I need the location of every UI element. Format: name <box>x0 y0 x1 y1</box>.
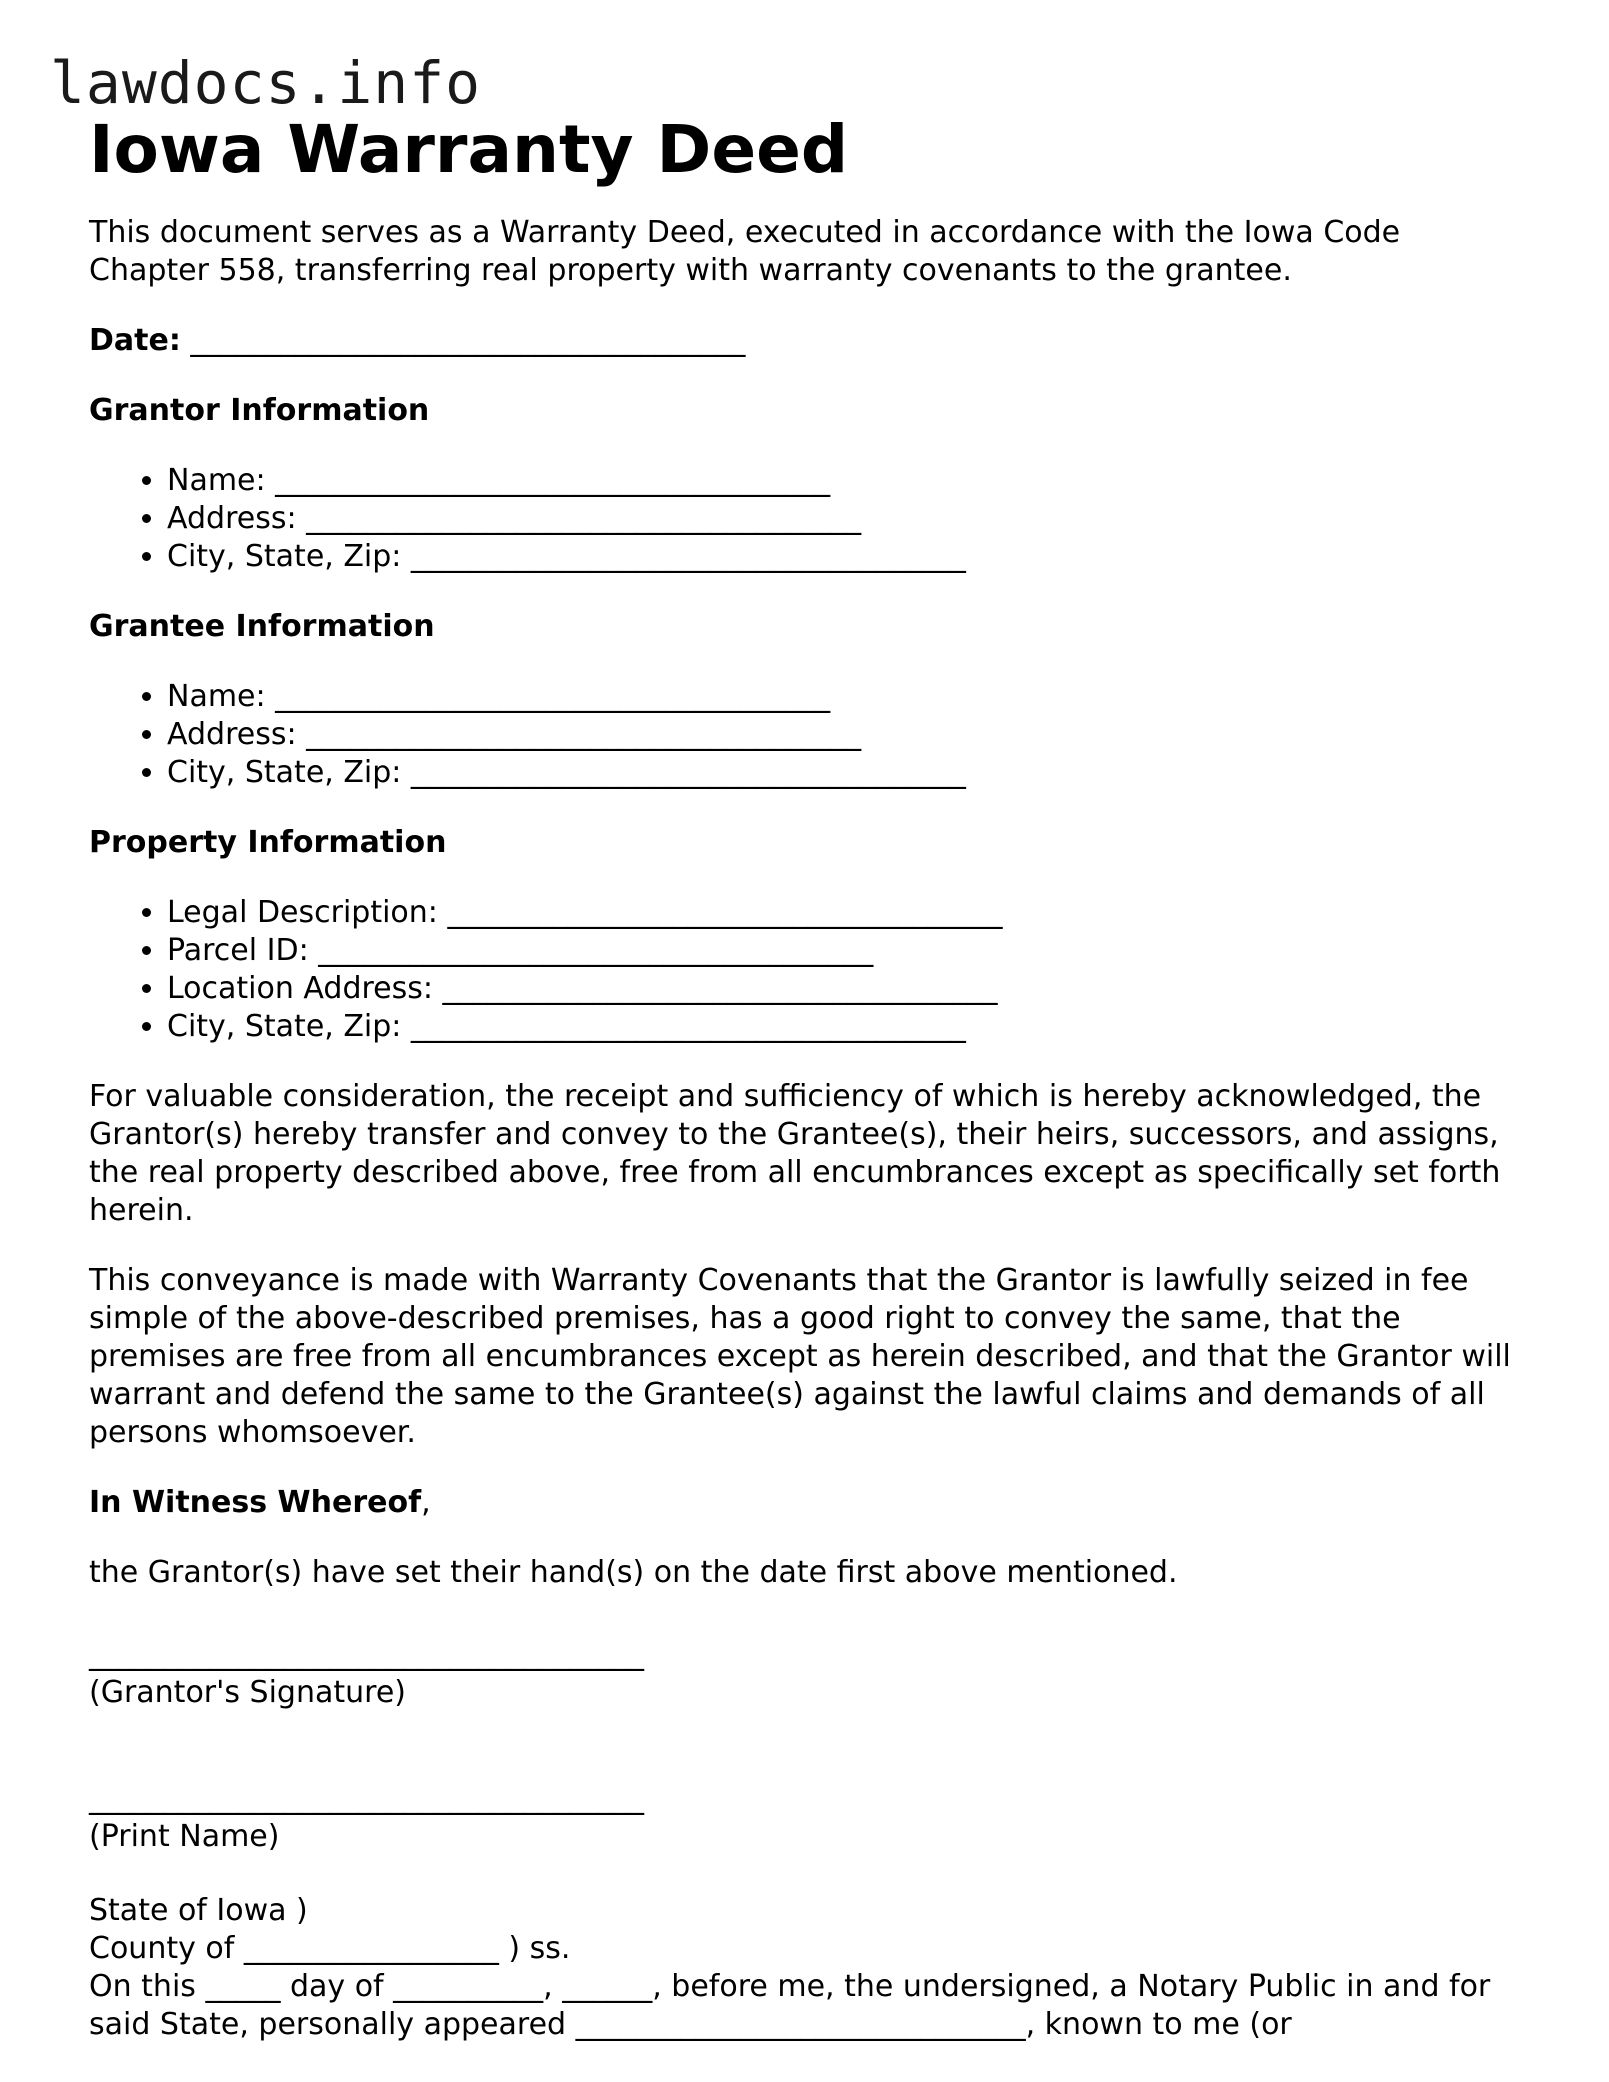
print-name-block <box>89 1780 1529 1856</box>
grantor-heading: Grantor Information <box>89 393 430 428</box>
watermark-logo: lawdocs.info <box>50 49 482 117</box>
notary-block <box>89 1892 1529 2044</box>
date-blank: _____________________________________ <box>180 323 746 358</box>
notary-state-line: State of Iowa ) <box>89 1893 308 1928</box>
property-location-address-field: • Location Address: _____________________________________ <box>167 970 1529 1008</box>
grantor-signature-label: (Grantor's Signature) <box>89 1675 406 1710</box>
set-hands-paragraph: the Grantor(s) have set their hand(s) on the date first above mentioned. <box>89 1555 1178 1590</box>
grantor-signature-line: _____________________________________ <box>89 1637 644 1672</box>
witness-suffix: , <box>421 1485 431 1520</box>
witness-heading <box>89 1484 1529 1522</box>
date-field <box>89 322 1529 360</box>
property-city-field: • City, State, Zip: _____________________________________ <box>167 1008 1529 1046</box>
notary-county-line: County of _________________ ) ss. <box>89 1931 571 1966</box>
covenants-paragraph: This conveyance is made with Warranty Covenants that the Grantor is lawfully seized in fee simple of the above-described premises, has a good right to convey the same, that the premises are free from all encumbrances except as herein described, and that the Grantor will warrant and defend the same to the Grantee(s) against the lawful claims and demands of all persons whomsoever. <box>89 1263 1511 1450</box>
document-title: Iowa Warranty Deed <box>89 111 849 188</box>
grantor-list <box>89 462 1529 576</box>
print-name-line: _____________________________________ <box>89 1781 644 1816</box>
witness-bold: In Witness Whereof <box>89 1485 422 1520</box>
grantor-signature-block <box>89 1636 1529 1712</box>
date-label: Date: <box>89 323 181 358</box>
notary-body: On this _____ day of __________, ______, before me, the undersigned, a Notary Public in and for said State, personally appeared ______________________________, known to me (or <box>89 1969 1491 2042</box>
consideration-paragraph: For valuable consideration, the receipt and sufficiency of which is hereby acknowledged, the Grantor(s) hereby transfer and convey to the Grantee(s), their heirs, successors, and assigns, the real property described above, free from all encumbrances except as specifically set forth herein. <box>89 1079 1501 1228</box>
document-page <box>89 110 1529 2044</box>
grantor-name-field: • Name: _____________________________________ <box>167 462 1529 500</box>
grantee-heading: Grantee Information <box>89 609 435 644</box>
intro-paragraph: This document serves as a Warranty Deed, executed in accordance with the Iowa Code Chapter 558, transferring real property with warranty covenants to the grantee. <box>89 215 1401 288</box>
grantor-city-field: • City, State, Zip: _____________________________________ <box>167 538 1529 576</box>
grantee-name-field: • Name: _____________________________________ <box>167 678 1529 716</box>
grantee-address-field: • Address: _____________________________________ <box>167 716 1529 754</box>
grantor-address-field: • Address: _____________________________________ <box>167 500 1529 538</box>
property-list <box>89 894 1529 1046</box>
grantee-list <box>89 678 1529 792</box>
print-name-label: (Print Name) <box>89 1819 280 1854</box>
property-legal-description-field: • Legal Description: _____________________________________ <box>167 894 1529 932</box>
grantee-city-field: • City, State, Zip: _____________________________________ <box>167 754 1529 792</box>
property-heading: Property Information <box>89 825 447 860</box>
property-parcel-id-field: • Parcel ID: _____________________________________ <box>167 932 1529 970</box>
